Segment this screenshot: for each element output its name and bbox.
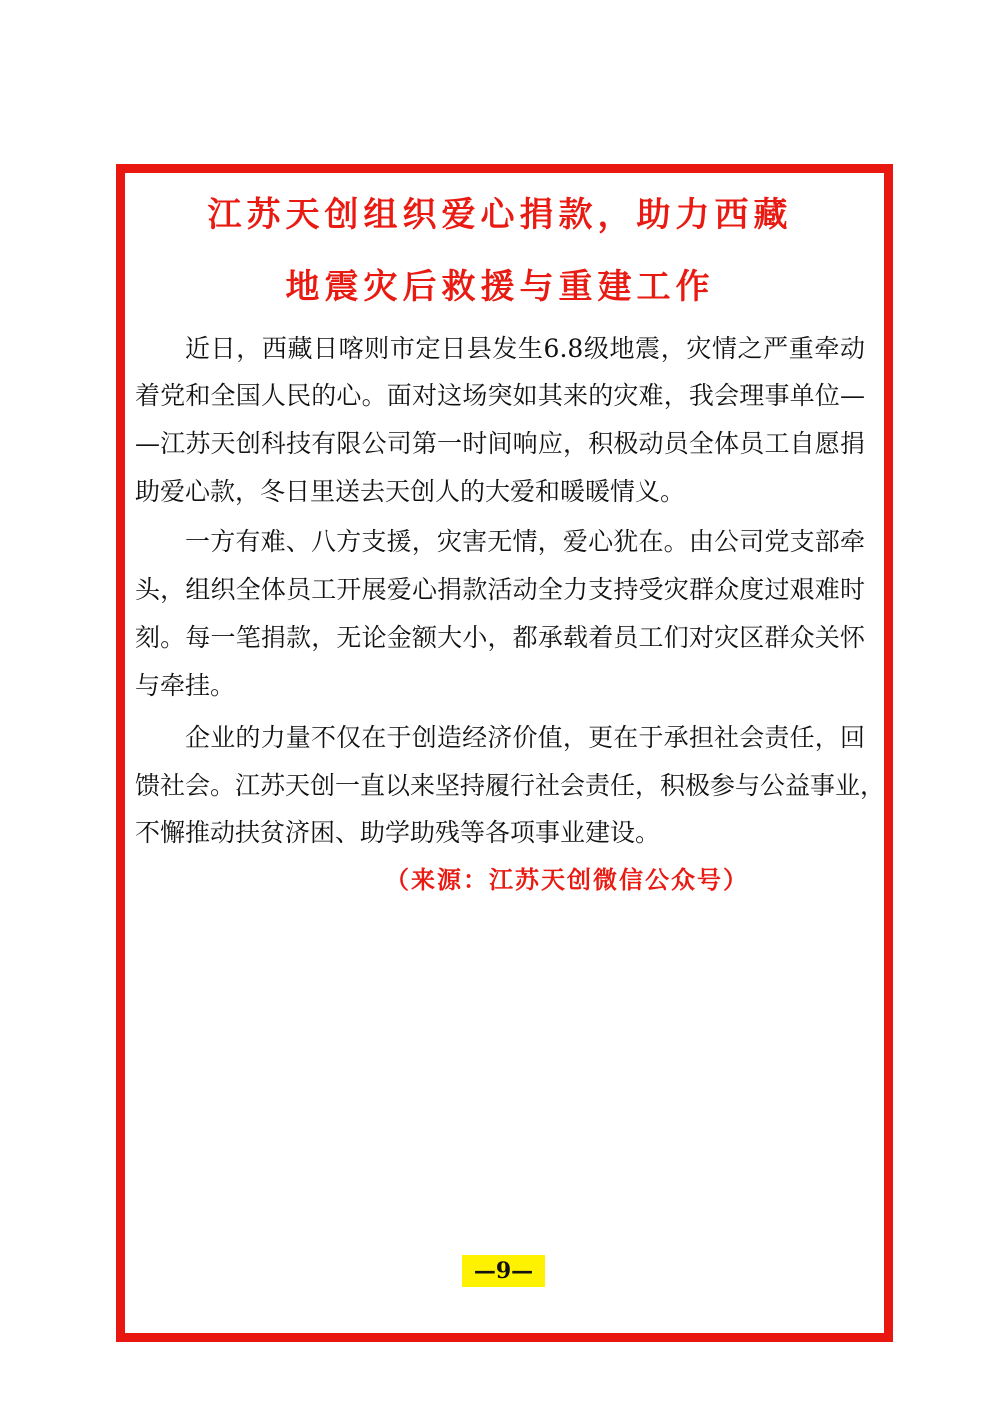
paragraph-2-line-3: 刻。每一笔捐款，无论金额大小，都承载着员工们对灾区群众关怀: [135, 623, 865, 652]
paragraph-3-line-1: 企业的力量不仅在于创造经济价值，更在于承担社会责任，回: [185, 723, 865, 752]
paragraph-2-line-1: 一方有难、八方支援，灾害无情，爱心犹在。由公司党支部牵: [185, 527, 865, 556]
paragraph-2-line-4: 与牵挂。: [135, 671, 236, 700]
paragraph-1-line-4: 助爱心款，冬日里送去天创人的大爱和暖暖情义。: [135, 477, 686, 506]
paragraph-2-line-2: 头，组织全体员工开展爱心捐款活动全力支持受灾群众度过艰难时: [135, 575, 865, 604]
paragraph-1-line-2: 着党和全国人民的心。面对这场突如其来的灾难，我会理事单位—: [135, 381, 865, 410]
paragraph-1-line-1: 近日，西藏日喀则市定日县发生6.8级地震，灾情之严重牵动: [185, 334, 865, 363]
paragraph-3-line-3: 不懈推动扶贫济困、助学助残等各项事业建设。: [135, 818, 661, 847]
page-number: —9—: [462, 1255, 545, 1287]
article-source: （来源：江苏天创微信公众号）: [385, 865, 749, 894]
article-title-line-1: 江苏天创组织爱心捐款，助力西藏: [207, 195, 793, 235]
paragraph-3-line-2: 馈社会。江苏天创一直以来坚持履行社会责任，积极参与公益事业，: [135, 771, 886, 800]
article-title-line-2: 地震灾后救援与重建工作: [285, 267, 715, 307]
paragraph-1-line-3: —江苏天创科技有限公司第一时间响应，积极动员全体员工自愿捐: [135, 429, 865, 458]
